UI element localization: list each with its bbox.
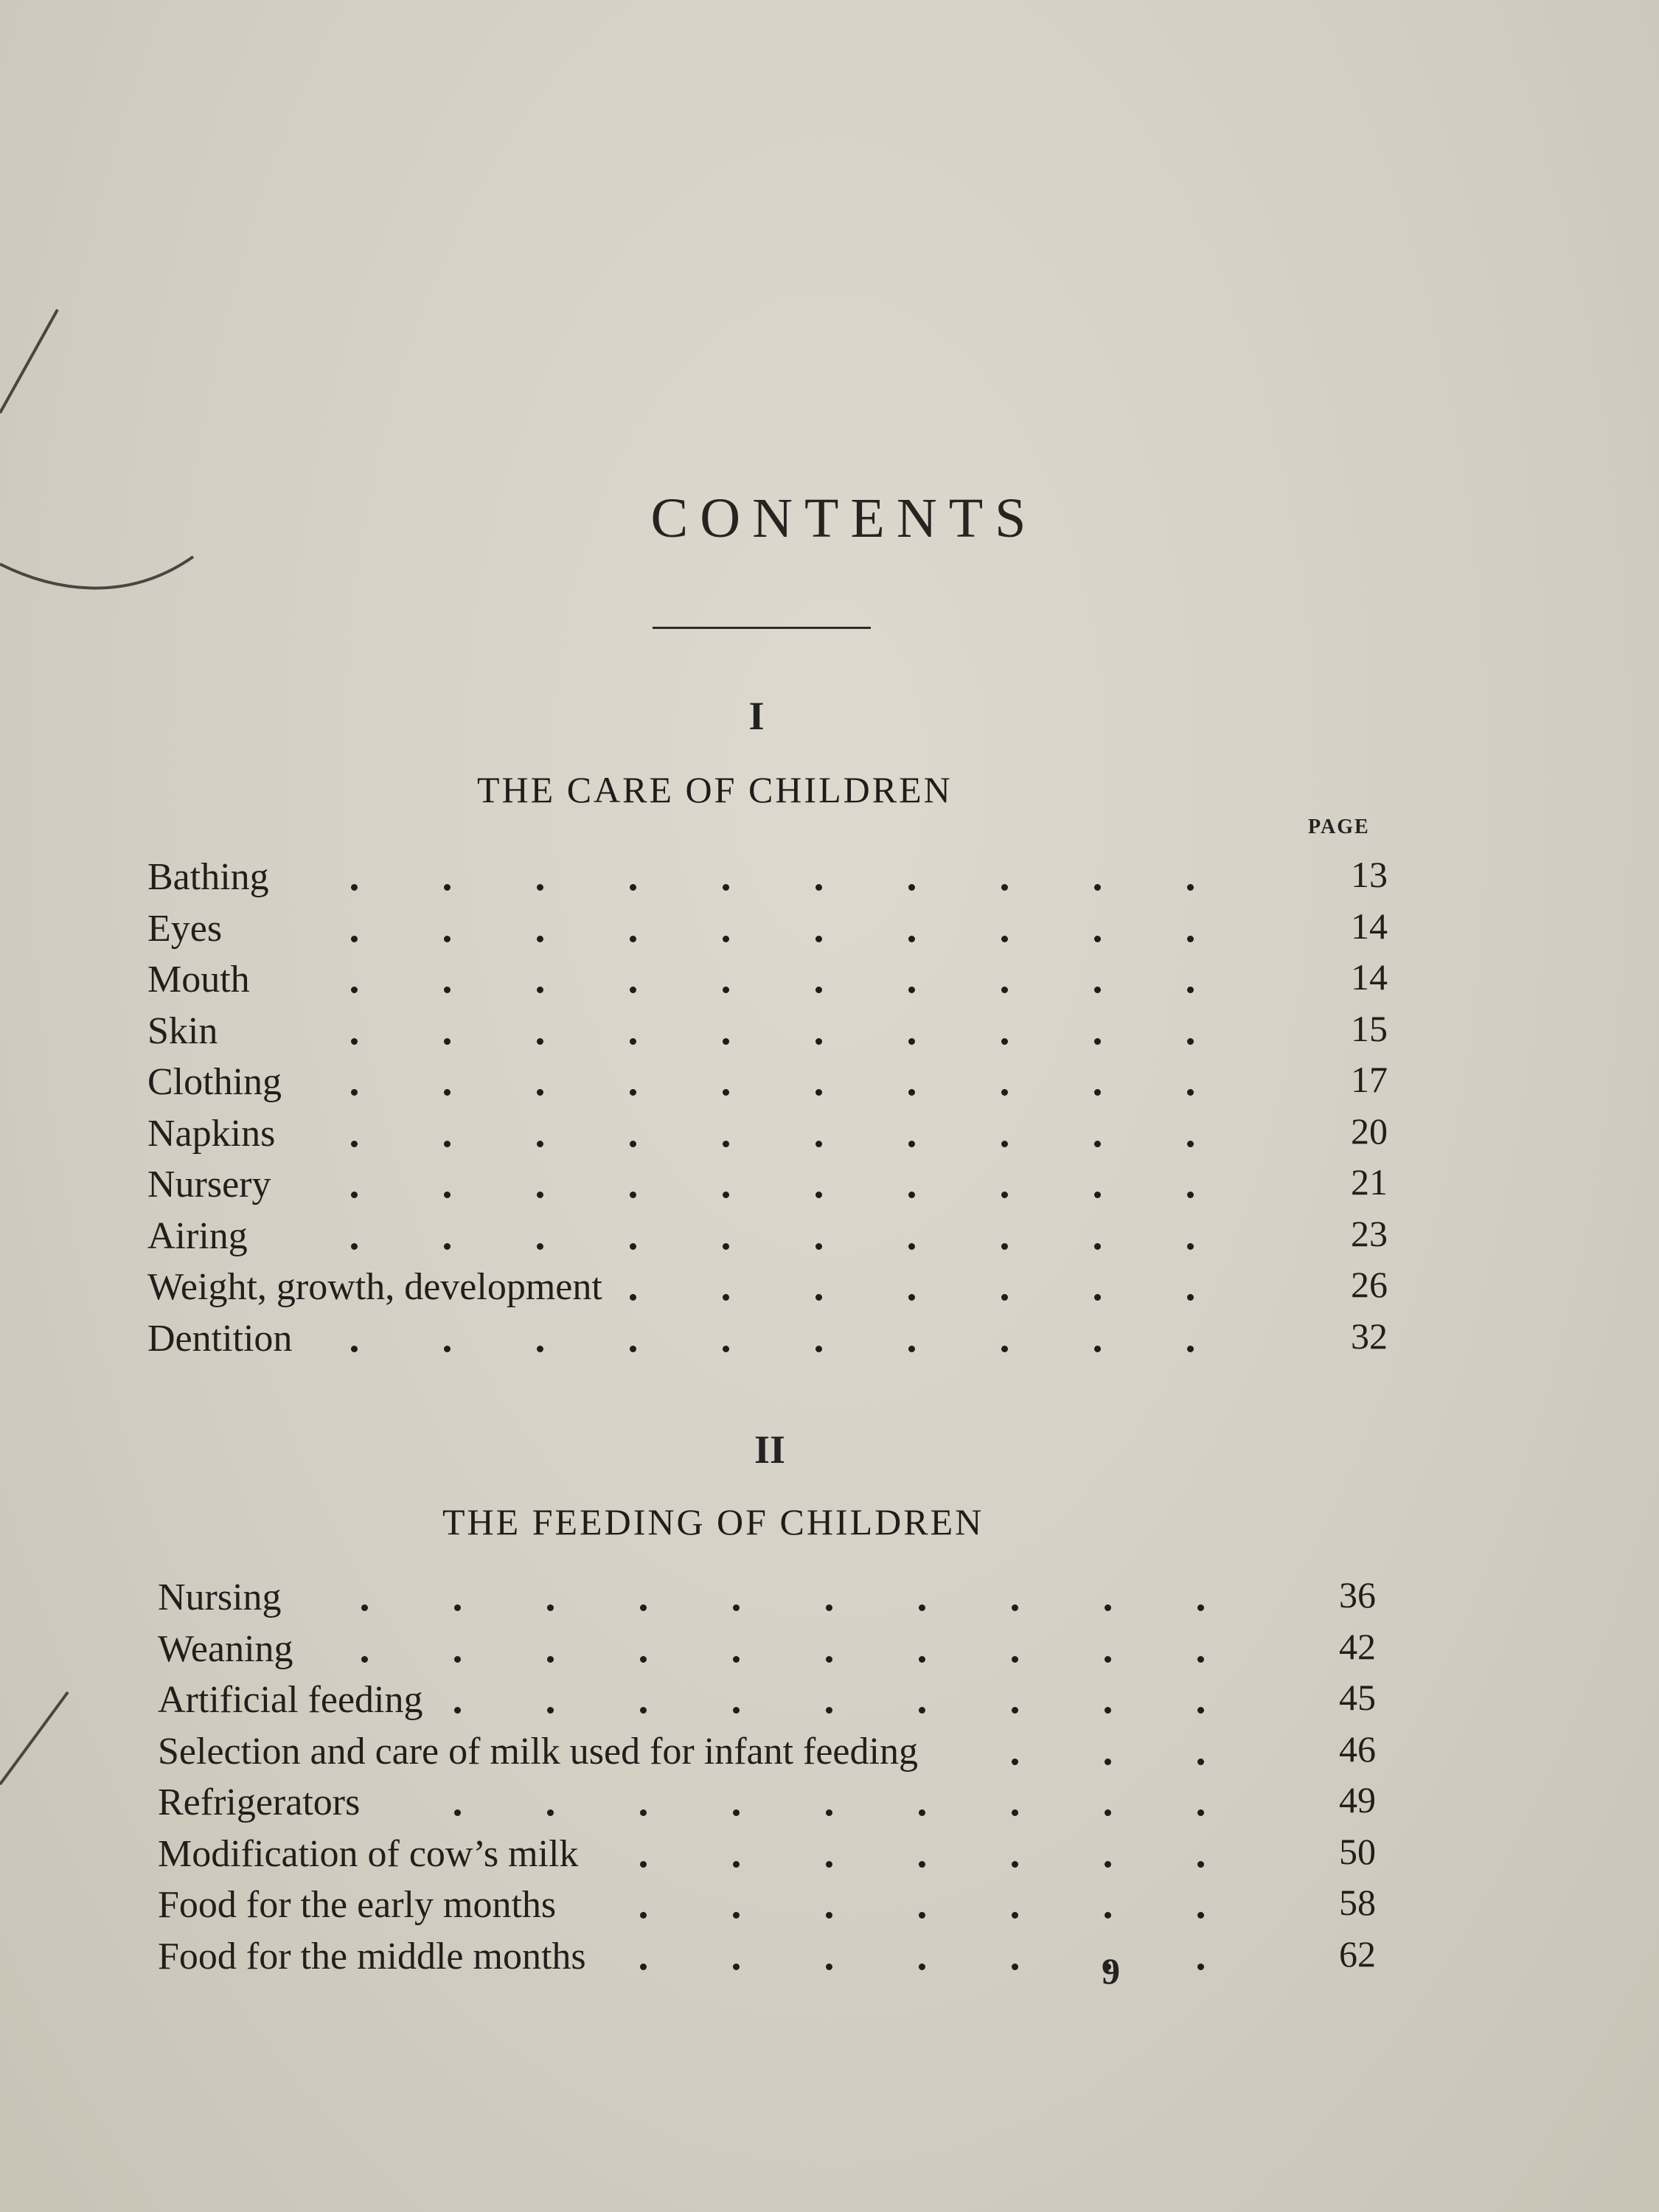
leader-dot: [1094, 936, 1101, 942]
entry-page: 15: [1351, 1007, 1388, 1049]
leader-dot: [630, 987, 636, 993]
leader-dots: [147, 1159, 1276, 1211]
leader-dots: [147, 1006, 1276, 1057]
leader-dots: [147, 852, 1276, 903]
leader-dot: [919, 1964, 925, 1970]
entry-label: Artificial feeding: [158, 1679, 423, 1721]
leader-dot: [826, 1707, 832, 1714]
leader-dot: [1187, 1294, 1194, 1301]
entry-page: 32: [1351, 1315, 1388, 1357]
leader-dot: [454, 1604, 461, 1611]
leader-dot: [1105, 1759, 1111, 1765]
entry-label: Weight, growth, development: [147, 1266, 602, 1308]
entry-label: Refrigerators: [158, 1781, 361, 1823]
entry-label: Bathing: [147, 856, 269, 898]
leader-dot: [1187, 1038, 1194, 1045]
leader-dot: [640, 1809, 647, 1816]
leader-dot: [454, 1707, 461, 1714]
leader-dot: [351, 1038, 358, 1045]
toc-entry[interactable]: [158, 1624, 1404, 1675]
entry-page: 14: [1351, 956, 1388, 998]
entry-page: 45: [1339, 1677, 1376, 1718]
leader-dot: [826, 1861, 832, 1868]
leader-dots: [158, 1829, 1279, 1880]
leader-dot: [1187, 987, 1194, 993]
toc-entry[interactable]: [158, 1777, 1404, 1829]
leader-dot: [1197, 1604, 1204, 1611]
leader-dot: [815, 884, 822, 891]
leader-dots: [158, 1674, 1279, 1726]
leader-dot: [1187, 1346, 1194, 1352]
leader-dot: [1197, 1861, 1204, 1868]
leader-dot: [815, 1141, 822, 1147]
leader-dot: [537, 987, 543, 993]
leader-dot: [908, 1346, 915, 1352]
leader-dot: [815, 987, 822, 993]
leader-dot: [444, 1089, 451, 1096]
leader-dot: [444, 987, 451, 993]
leader-dot: [733, 1809, 740, 1816]
leader-dot: [815, 1192, 822, 1198]
leader-dot: [723, 1243, 729, 1250]
leader-dot: [454, 1656, 461, 1663]
leader-dot: [723, 1294, 729, 1301]
leader-dot: [444, 1038, 451, 1045]
toc-entry[interactable]: [147, 852, 1401, 903]
leader-dot: [351, 1243, 358, 1250]
leader-dots: [147, 903, 1276, 955]
leader-dot: [1105, 1912, 1111, 1919]
leader-dots: [158, 1726, 1279, 1778]
leader-dot: [1001, 987, 1008, 993]
leader-dot: [361, 1656, 368, 1663]
leader-dot: [919, 1604, 925, 1611]
leader-dot: [640, 1604, 647, 1611]
page-folio: 9: [1102, 1950, 1120, 1992]
toc-entry[interactable]: [147, 1006, 1401, 1057]
leader-dot: [1001, 936, 1008, 942]
leader-dot: [1094, 1243, 1101, 1250]
entry-label: Selection and care of milk used for infant feeding: [158, 1730, 918, 1773]
leader-dot: [733, 1912, 740, 1919]
leader-dot: [640, 1656, 647, 1663]
leader-dot: [1197, 1759, 1204, 1765]
toc-entry[interactable]: [147, 1262, 1401, 1313]
leader-dot: [537, 1038, 543, 1045]
toc-entry[interactable]: [147, 1108, 1401, 1160]
section-2-entries: [158, 1572, 1404, 1982]
entry-page: 14: [1351, 905, 1388, 947]
leader-dot: [733, 1604, 740, 1611]
leader-dot: [1105, 1707, 1111, 1714]
entry-label: Eyes: [147, 907, 223, 950]
leader-dots: [147, 954, 1276, 1006]
leader-dot: [630, 1346, 636, 1352]
leader-dot: [1012, 1759, 1018, 1765]
leader-dot: [723, 1192, 729, 1198]
leader-dot: [351, 1141, 358, 1147]
leader-dot: [1187, 1243, 1194, 1250]
leader-dot: [1105, 1809, 1111, 1816]
leader-dot: [630, 1243, 636, 1250]
entry-page: 20: [1351, 1110, 1388, 1152]
leader-dot: [537, 1243, 543, 1250]
leader-dot: [1187, 1089, 1194, 1096]
toc-entry[interactable]: [147, 954, 1401, 1006]
toc-entry[interactable]: [158, 1674, 1404, 1726]
leader-dot: [537, 936, 543, 942]
leader-dot: [815, 1294, 822, 1301]
leader-dot: [1105, 1604, 1111, 1611]
toc-entry[interactable]: [147, 1057, 1401, 1108]
leader-dot: [1094, 1346, 1101, 1352]
leader-dot: [1012, 1964, 1018, 1970]
leader-dot: [826, 1604, 832, 1611]
leader-dot: [444, 936, 451, 942]
title-rule: [653, 627, 871, 629]
section-2-title: THE FEEDING OF CHILDREN: [442, 1501, 984, 1543]
leader-dot: [1012, 1656, 1018, 1663]
leader-dot: [908, 1192, 915, 1198]
leader-dot: [1187, 884, 1194, 891]
leader-dot: [1094, 1089, 1101, 1096]
leader-dot: [919, 1656, 925, 1663]
leader-dot: [630, 1294, 636, 1301]
leader-dot: [630, 1038, 636, 1045]
leader-dot: [640, 1707, 647, 1714]
leader-dot: [537, 884, 543, 891]
leader-dot: [723, 1141, 729, 1147]
leader-dot: [1001, 884, 1008, 891]
leader-dot: [1001, 1089, 1008, 1096]
leader-dot: [1001, 1038, 1008, 1045]
leader-dot: [826, 1912, 832, 1919]
leader-dots: [158, 1879, 1279, 1931]
leader-dot: [444, 1141, 451, 1147]
entry-page: 36: [1339, 1574, 1376, 1615]
pencil-mark-bottom: [0, 1688, 88, 1836]
leader-dot: [733, 1861, 740, 1868]
leader-dots: [147, 1108, 1276, 1160]
leader-dot: [1094, 1192, 1101, 1198]
entry-label: Food for the middle months: [158, 1935, 586, 1978]
leader-dots: [147, 1057, 1276, 1108]
leader-dot: [444, 1192, 451, 1198]
leader-dot: [1187, 1141, 1194, 1147]
entry-label: Mouth: [147, 959, 250, 1001]
leader-dot: [1187, 936, 1194, 942]
entry-label: Weaning: [158, 1627, 293, 1670]
leader-dot: [815, 1038, 822, 1045]
leader-dot: [630, 1089, 636, 1096]
leader-dot: [1012, 1809, 1018, 1816]
leader-dot: [1001, 1294, 1008, 1301]
leader-dot: [908, 987, 915, 993]
toc-entry[interactable]: [158, 1726, 1404, 1778]
leader-dot: [351, 936, 358, 942]
leader-dot: [444, 884, 451, 891]
leader-dots: [158, 1777, 1279, 1829]
leader-dot: [640, 1912, 647, 1919]
leader-dot: [733, 1964, 740, 1970]
leader-dot: [1094, 1038, 1101, 1045]
leader-dot: [630, 1192, 636, 1198]
leader-dot: [630, 1141, 636, 1147]
leader-dot: [908, 1038, 915, 1045]
leader-dot: [1197, 1912, 1204, 1919]
leader-dot: [351, 987, 358, 993]
leader-dots: [147, 1313, 1276, 1365]
leader-dot: [640, 1861, 647, 1868]
leader-dot: [919, 1861, 925, 1868]
leader-dot: [1094, 1141, 1101, 1147]
leader-dot: [1094, 1294, 1101, 1301]
leader-dot: [723, 987, 729, 993]
toc-entry[interactable]: [158, 1879, 1404, 1931]
leader-dot: [1001, 1141, 1008, 1147]
entry-label: Dentition: [147, 1317, 293, 1360]
leader-dot: [908, 936, 915, 942]
leader-dot: [919, 1707, 925, 1714]
entry-page: 46: [1339, 1728, 1376, 1770]
leader-dot: [1012, 1861, 1018, 1868]
entry-page: 26: [1351, 1264, 1388, 1305]
leader-dot: [1012, 1604, 1018, 1611]
contents-title: CONTENTS: [650, 487, 1038, 549]
entry-label: Clothing: [147, 1061, 282, 1103]
leader-dot: [351, 1192, 358, 1198]
entry-label: Nursery: [147, 1164, 271, 1206]
leader-dot: [547, 1707, 554, 1714]
leader-dot: [1187, 1192, 1194, 1198]
leader-dot: [1094, 987, 1101, 993]
leader-dot: [723, 884, 729, 891]
leader-dot: [1105, 1861, 1111, 1868]
entry-label: Modification of cow’s milk: [158, 1832, 579, 1875]
leader-dot: [351, 884, 358, 891]
leader-dot: [630, 884, 636, 891]
leader-dot: [1197, 1809, 1204, 1816]
section-1-entries: [147, 852, 1401, 1364]
leader-dot: [1094, 884, 1101, 891]
leader-dot: [547, 1809, 554, 1816]
leader-dot: [361, 1604, 368, 1611]
leader-dot: [444, 1346, 451, 1352]
leader-dot: [815, 936, 822, 942]
section-2-numeral: II: [754, 1427, 786, 1472]
entry-page: 49: [1339, 1779, 1376, 1820]
leader-dot: [1001, 1192, 1008, 1198]
leader-dot: [630, 936, 636, 942]
entry-page: 58: [1339, 1882, 1376, 1923]
leader-dot: [454, 1809, 461, 1816]
entry-label: Skin: [147, 1009, 218, 1052]
entry-page: 13: [1351, 854, 1388, 895]
leader-dot: [1001, 1346, 1008, 1352]
leader-dot: [919, 1809, 925, 1816]
leader-dot: [908, 1294, 915, 1301]
leader-dot: [547, 1604, 554, 1611]
toc-entry[interactable]: [147, 1211, 1401, 1262]
leader-dot: [1001, 1243, 1008, 1250]
toc-entry[interactable]: [158, 1931, 1404, 1983]
leader-dot: [908, 1243, 915, 1250]
leader-dot: [1105, 1656, 1111, 1663]
leader-dot: [640, 1964, 647, 1970]
section-1-numeral: I: [748, 694, 765, 738]
leader-dot: [1197, 1656, 1204, 1663]
leader-dot: [444, 1243, 451, 1250]
leader-dot: [1197, 1964, 1204, 1970]
leader-dot: [826, 1964, 832, 1970]
leader-dot: [1197, 1707, 1204, 1714]
leader-dot: [733, 1656, 740, 1663]
leader-dot: [723, 1089, 729, 1096]
entry-page: 21: [1351, 1161, 1388, 1203]
entry-page: 23: [1351, 1212, 1388, 1254]
entry-page: 17: [1351, 1059, 1388, 1100]
leader-dots: [158, 1572, 1279, 1624]
toc-entry[interactable]: [158, 1572, 1404, 1624]
leader-dots: [158, 1624, 1279, 1675]
toc-entry[interactable]: [147, 1313, 1401, 1365]
toc-entry[interactable]: [147, 903, 1401, 955]
pencil-mark-top: [0, 280, 221, 944]
leader-dot: [908, 1089, 915, 1096]
leader-dot: [351, 1089, 358, 1096]
section-1-title: THE CARE OF CHILDREN: [477, 769, 953, 810]
toc-entry[interactable]: [158, 1829, 1404, 1880]
leader-dots: [147, 1262, 1276, 1313]
leader-dots: [147, 1211, 1276, 1262]
toc-entry[interactable]: [147, 1159, 1401, 1211]
leader-dot: [826, 1809, 832, 1816]
page-column-label: PAGE: [1308, 815, 1370, 838]
leader-dot: [723, 1346, 729, 1352]
entry-label: Airing: [147, 1214, 248, 1257]
leader-dot: [815, 1243, 822, 1250]
leader-dot: [815, 1089, 822, 1096]
entry-label: Nursing: [158, 1576, 282, 1618]
leader-dot: [723, 1038, 729, 1045]
leader-dot: [351, 1346, 358, 1352]
leader-dot: [826, 1656, 832, 1663]
leader-dot: [733, 1707, 740, 1714]
leader-dot: [908, 884, 915, 891]
leader-dot: [537, 1192, 543, 1198]
leader-dot: [919, 1912, 925, 1919]
leader-dot: [908, 1141, 915, 1147]
entry-page: 62: [1339, 1933, 1376, 1975]
entry-label: Napkins: [147, 1112, 276, 1155]
leader-dot: [1012, 1912, 1018, 1919]
entry-label: Food for the early months: [158, 1884, 557, 1926]
leader-dot: [537, 1346, 543, 1352]
leader-dot: [1012, 1707, 1018, 1714]
leader-dot: [537, 1089, 543, 1096]
entry-page: 42: [1339, 1625, 1376, 1667]
entry-page: 50: [1339, 1830, 1376, 1872]
leader-dot: [547, 1656, 554, 1663]
leader-dot: [815, 1346, 822, 1352]
leader-dot: [537, 1141, 543, 1147]
leader-dot: [723, 936, 729, 942]
